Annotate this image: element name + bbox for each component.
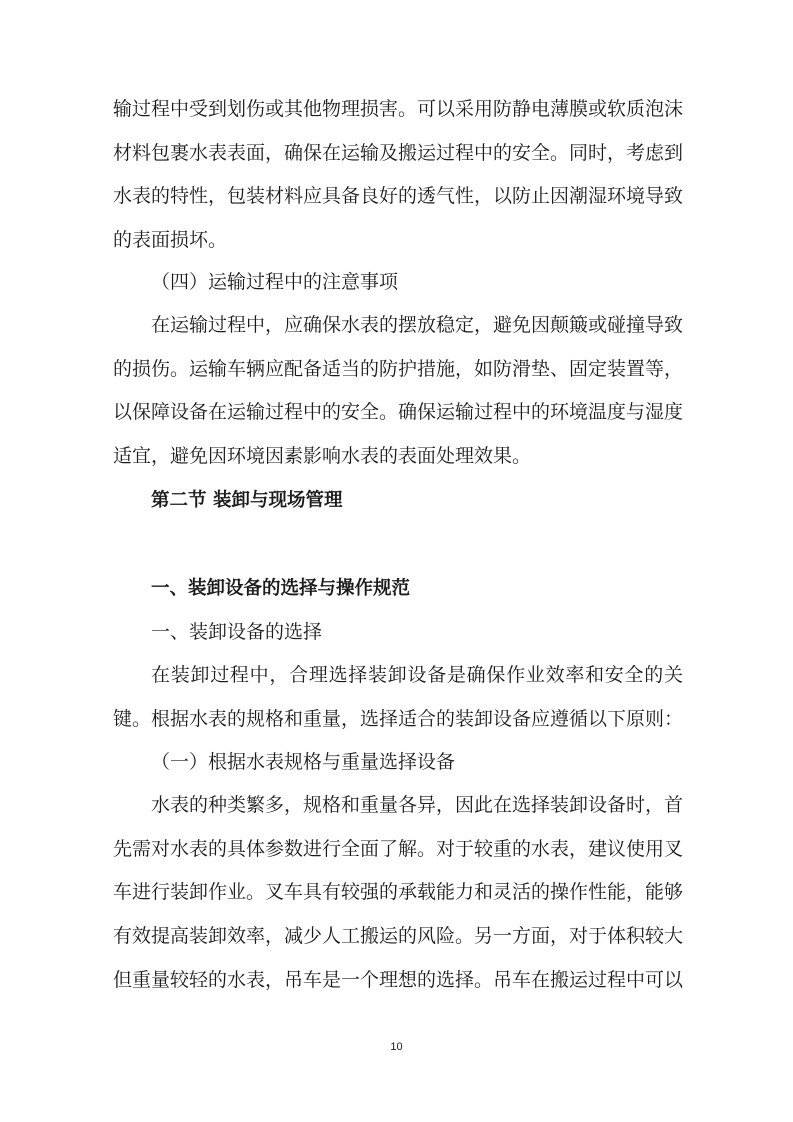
subheading-transport-notes: （四）运输过程中的注意事项 (151, 271, 399, 293)
paragraph-packaging (113, 88, 683, 263)
paragraph-text: 在装卸过程中，合理选择装卸设备是确保作业效率和安全的关键。根据水表的规格和重量，选择适合的装卸设备应遵循以下原则： (113, 664, 684, 730)
paragraph-text: 在运输过程中，应确保水表的摆放稳定，避免因颠簸或碰撞导致的损伤。运输车辆应配备适当的防护措施，如防滑垫、固定装置等，以保障设备在运输过程中的安全。确保运输过程中的环境温度与湿度适宜，避免因环境因素影响水表的表面处理效果。 (113, 314, 684, 468)
section-title: 第二节 装卸与现场管理 (151, 490, 343, 511)
paragraph-text: 水表的种类繁多，规格和重量各异，因此在选择装卸设备时，首先需对水表的具体参数进行全面了解。对于较重的水表，建议使用叉车进行装卸作业。叉车具有较强的承载能力和灵活的操作性能，能够有效提高装卸效率，减少人工搬运的风险。另一方面，对于体积较大但重量较轻的水表，吊车是一个理想的选择。吊车在搬运过程中可以 (113, 794, 684, 991)
page-number: 10 (390, 1041, 403, 1053)
subheading-equipment-selection: 一、装卸设备的选择 (151, 621, 323, 643)
paragraph-transport (113, 304, 683, 479)
heading-equipment-selection-and-operation: 一、装卸设备的选择与操作规范 (151, 578, 411, 599)
subheading-by-spec-and-weight: （一）根据水表规格与重量选择设备 (151, 751, 456, 773)
paragraph-spec-weight (113, 784, 683, 1003)
paragraph-text: 输过程中受到划伤或其他物理损害。可以采用防静电薄膜或软质泡沫材料包裹水表表面，确保在运输及搬运过程中的安全。同时，考虑到水表的特性，包装材料应具备良好的透气性，以防止因潮湿环境导致的表面损坏。 (113, 98, 684, 252)
paragraph-selection-principles (113, 654, 683, 741)
